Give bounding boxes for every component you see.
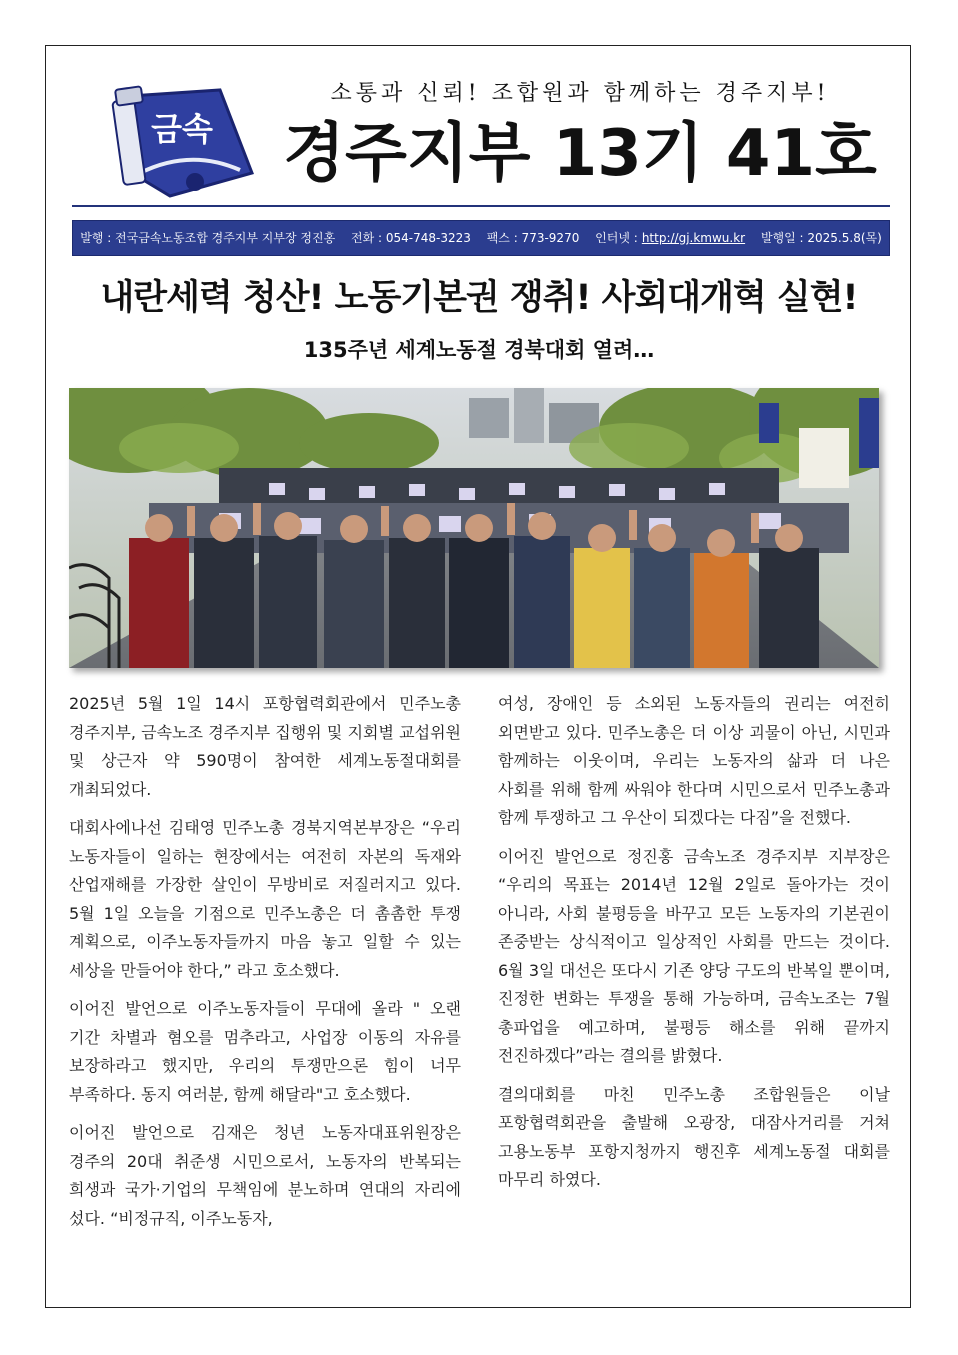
union-logo — [110, 78, 255, 198]
paragraph: 이어진 발언으로 김재은 청년 노동자대표위원장은 경주의 20대 취준생 시민으로서, 노동자의 반복되는 희생과 국가·기업의 무책임에 분노하며 연대의 자리에 섰다. “비정규직, 이주노동자, — [69, 1123, 461, 1228]
logo-text: 금속 — [151, 110, 213, 148]
web-label: 인터넷 : — [595, 231, 638, 245]
paragraph: 여성, 장애인 등 소외된 노동자들의 권리는 여전히 외면받고 있다. 민주노총은 더 이상 괴물이 아닌, 시민과 함께하는 이웃이며, 우리는 노동자의 삶과 더 나은 사회를 위해 함께 싸워야 한다며 시민으로서 민주노총과 함께 투쟁하고 그 우산이 되겠다는 다짐”을 전했다. — [498, 694, 890, 827]
publisher: 발행 : 전국금속노동조합 경주지부 지부장 정진홍 — [80, 231, 336, 245]
gear-icon — [186, 173, 204, 191]
article-column-left — [69, 690, 461, 1243]
paragraph: 대회사에나선 김태영 민주노총 경북지역본부장은 “우리 노동자들이 일하는 현장에서는 여전히 자본의 독재와 산업재해를 가장한 살인이 무방비로 저질러지고 있다. 5월 1일 오늘을 기점으로 민주노총은 더 촘촘한 투쟁 계획으로, 이주노동자들까지 마음 놓고 일할 수 있는 세상을 만들어야 한다,” 라고 호소했다. — [69, 818, 461, 980]
issue-title: 경주지부 13기 41호 — [283, 117, 877, 191]
web-link[interactable]: http://gj.kmwu.kr — [641, 231, 746, 245]
subheadline: 135주년 세계노동절 경북대회 열려… — [303, 338, 655, 362]
issue-date: 발행일 : 2025.5.8(목) — [760, 231, 882, 245]
headline: 내란세력 청산! 노동기본권 쟁취! 사회대개혁 실현! — [100, 278, 858, 318]
article-column-right — [498, 690, 890, 1205]
paragraph: 이어진 발언으로 정진홍 금속노조 경주지부 지부장은 “우리의 목표는 2014년 12월 2일로 돌아가는 것이 아니라, 사회 불평등을 바꾸고 모든 노동자의 기본권이 존중받는 상식적이고 일상적인 사회를 만드는 것이다. 6월 3일 대선은 또다시 기존 양당 구도의 반복일 뿐이며, 진정한 변화는 투쟁을 통해 가능하며, 금속노조는 7월 총파업을 예고하며, 불평등 해소를 위해 끝까지 전진하겠다”라는 결의를 밝혔다. — [498, 846, 890, 1065]
fax: 팩스 : 773-9270 — [486, 231, 580, 245]
header-rule — [72, 205, 890, 207]
paragraph: 결의대회를 마친 민주노총 조합원들은 이날 포항협력회관을 출발해 오광장, 대잠사거리를 거쳐 고용노동부 포항지청까지 행진후 세계노동절 대회를 마무리 하였다. — [498, 1084, 890, 1189]
paragraph: 이어진 발언으로 이주노동자들이 무대에 올라 " 오랜 기간 차별과 혐오를 멈추라고, 사업장 이동의 자유를 보장하라고 했지만, 우리의 투쟁만으론 힘이 너무 부족하다. 동지 여러분, 함께 해달라"고 호소했다. — [69, 999, 461, 1104]
slogan: 소통과 신뢰! 조합원과 함께하는 경주지부! — [330, 81, 830, 106]
rally-photo — [69, 388, 879, 668]
phone: 전화 : 054-748-3223 — [351, 231, 471, 245]
paragraph: 2025년 5월 1일 14시 포항협력회관에서 민주노총 경주지부, 금속노조 경주지부 집행위 및 지회별 교섭위원 및 상근자 약 590명이 참여한 세계노동절대회를 개최되었다. — [69, 694, 461, 799]
info-bar — [72, 220, 890, 256]
